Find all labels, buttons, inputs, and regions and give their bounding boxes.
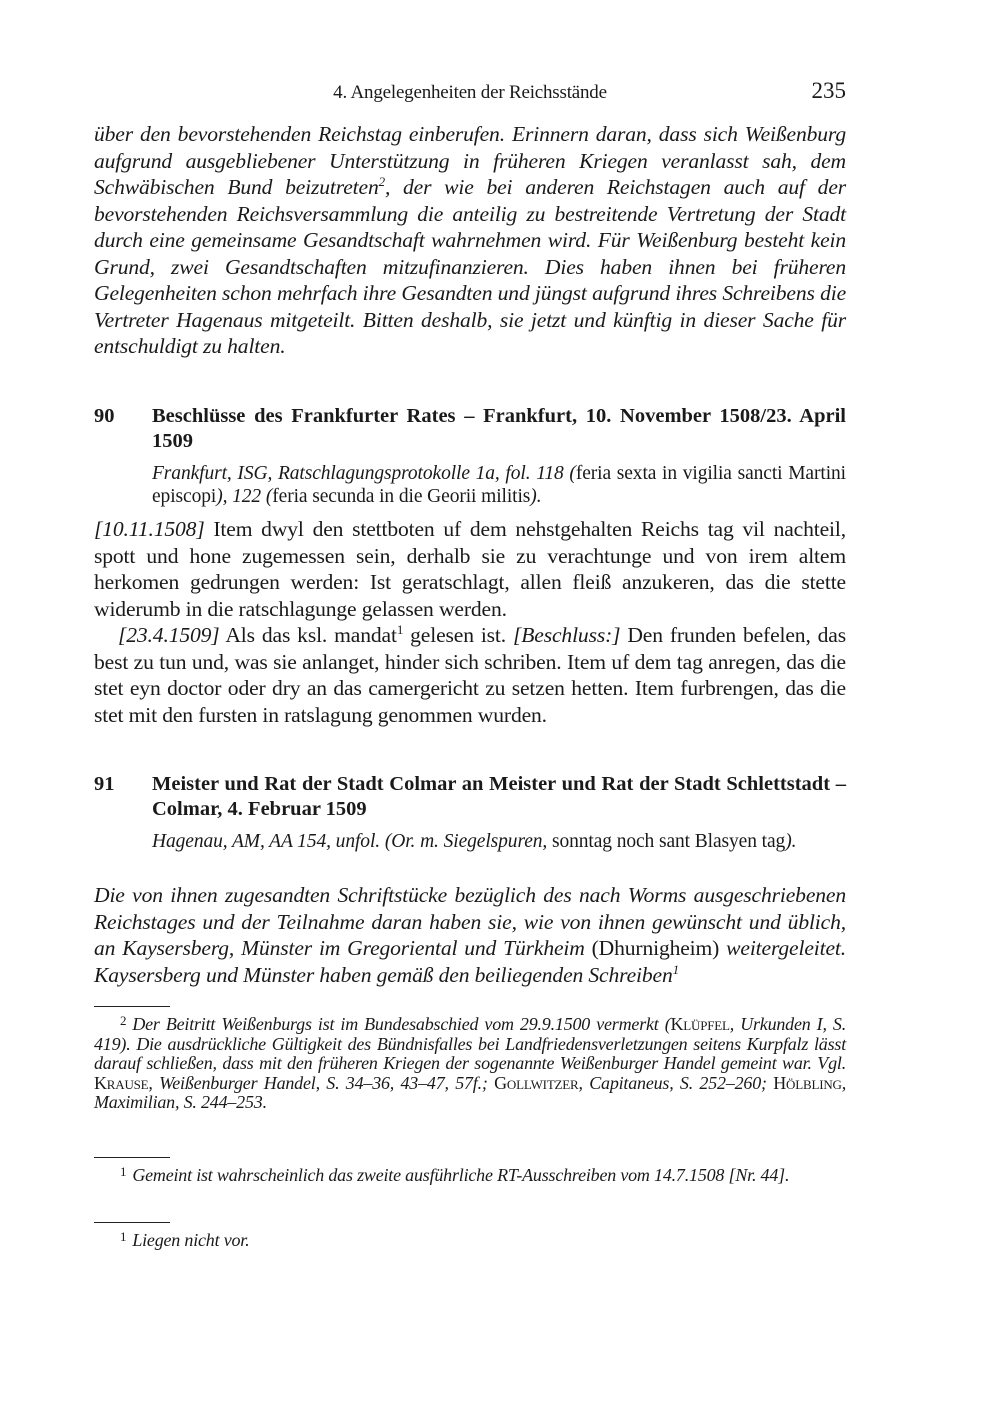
footnote-block-entry-91 <box>94 1222 846 1251</box>
footnote-rule <box>94 1222 170 1223</box>
entry-number: 91 <box>94 773 115 795</box>
entry-number: 90 <box>94 405 115 427</box>
footnote-text: , Maximilian, S. 244–253. <box>94 1072 847 1112</box>
footnote <box>94 1227 846 1251</box>
paragraph-text: Die von ihnen zugesandten Schriftstücke bezüglich des nach Worms ausgeschriebenen Reichstages und der Teilnahme daran haben sie, wie von ihnen gewünscht und üblich, an Kaysersberg, Münster im Gregoriental und Türkheim <box>94 883 846 960</box>
paragraph-text: gelesen ist. <box>403 623 514 647</box>
footnote-mark: 1 <box>120 1229 127 1244</box>
source-citation <box>152 830 846 853</box>
entry-90 <box>94 404 846 508</box>
footnote-block-entry-90 <box>94 1157 846 1186</box>
source-text: sonntag noch sant Blasyen tag <box>547 831 786 852</box>
running-head <box>94 80 846 106</box>
footnote-reference[interactable]: 2 <box>378 174 385 189</box>
footnote-text: , Urkunden I, S. 419). Die ausdrückliche Gültigkeit des Bündnisfalles bei Landfriedensverletzungen seitens Kurpfalz lässt darauf schließen, dass mit den früheren Kriegen der sogenannte Weißenburger Handel gemeint war. Vgl. <box>94 1014 846 1073</box>
date-marker: [10.11.1508] <box>94 517 205 541</box>
paragraph-text: Den frunden befelen, das best zu tun und, was sie anlanget, hinder sich schriben. Item uf dem tag anregen, das die stet eyn doctor oder dry an das camergericht zu setzen hetten. Item furbrengen, das die stet mit den fursten in ratslagung genommen wurden. <box>94 623 846 727</box>
entry-title: Beschlüsse des Frankfurter Rates – Frankfurt, 10. November 1508/23. April 1509 <box>152 405 846 452</box>
footnote-mark: 1 <box>120 1164 127 1179</box>
entry-title: Meister und Rat der Stadt Colmar an Meister und Rat der Stadt Schlettstadt – Colmar, 4. Februar 1509 <box>152 773 846 820</box>
author-name: Klüpfel <box>670 1014 730 1034</box>
continuation-paragraph <box>94 121 846 360</box>
author-name: Krause <box>94 1072 149 1093</box>
entry-91 <box>94 772 846 853</box>
source-text: Frankfurt, ISG, Ratschlagungsprotokolle 1a, fol. 118 ( <box>152 463 576 484</box>
author-name: Gollwitzer <box>494 1072 579 1093</box>
footnote-reference[interactable]: 1 <box>672 961 679 977</box>
footnote <box>94 1162 846 1186</box>
footnote-mark: 2 <box>120 1013 127 1028</box>
paragraph-text: Item dwyl den stettboten uf dem nehstgehalten Reichs tag vil nachteil, spott und hone zugemessen sein, derhalb sie zu verachtunge und von irem altem herkomen gedrungen werden: Ist geratschlagt, allen fleiß anzukeren, das die stette widerumb in die ratschlagunge gelassen werden. <box>94 517 846 621</box>
paragraph <box>94 882 846 988</box>
footnote-block-2 <box>94 1006 846 1113</box>
paragraph-text: weitergeleitet. Kaysersberg und Münster haben gemäß den beiliegenden Schreiben <box>94 936 847 987</box>
footnote-text: , Weißenburger Handel, S. 34–36, 43–47, 57f.; <box>148 1072 495 1093</box>
source-text: Hagenau, AM, AA 154, unfol. (Or. m. Siegelspuren, <box>152 831 548 852</box>
footnote-text: , Capitaneus, S. 252–260; <box>578 1072 774 1093</box>
footnote-text: Der Beitritt Weißenburgs ist im Bundesabschied vom 29.9.1500 vermerkt ( <box>132 1014 671 1034</box>
source-text: feria secunda in die Georii militis <box>272 486 531 507</box>
footnote-text: Gemeint ist wahrscheinlich das zweite ausführliche RT-Ausschreiben vom 14.7.1508 [Nr. 44]. <box>132 1165 790 1185</box>
footnote-reference[interactable]: 1 <box>396 622 404 637</box>
footnote-rule <box>94 1006 170 1007</box>
running-head-title: 4. Angelegenheiten der Reichsstände <box>333 82 607 103</box>
source-text: ). <box>530 486 542 507</box>
entry-90-body <box>94 516 846 728</box>
source-text: feria sexta in vigilia sancti Martini episcopi <box>152 463 846 507</box>
editorial-note: [Beschluss:] <box>513 623 621 647</box>
date-marker: [23.4.1509] <box>118 623 220 647</box>
source-text: ). <box>785 831 797 852</box>
page-number: 235 <box>811 78 846 103</box>
footnote-text: Liegen nicht vor. <box>132 1230 250 1250</box>
paragraph <box>94 622 846 728</box>
entry-heading <box>94 772 846 822</box>
paragraph-text: über den bevorstehenden Reichstag einberufen. Erinnern daran, dass sich Weißenburg aufgrund ausgebliebener Unterstützung in früheren Kriegen veranlasst sah, dem Schwäbischen Bund beizutreten <box>94 122 846 199</box>
paragraph-text: Als das ksl. mandat <box>219 623 397 647</box>
paragraph-text: (Dhurnigheim) <box>584 936 727 960</box>
source-text: ), 122 ( <box>216 486 273 507</box>
paragraph <box>94 516 846 622</box>
footnote-rule <box>94 1157 170 1158</box>
paragraph-text: , der wie bei anderen Reichstagen auch auf der bevorstehenden Reichsversammlung die anteilig zu bestreitende Vertretung der Stadt durch eine gemeinsame Gesandtschaft wahrnehmen wird. Für Weißenburg besteht kein Grund, zwei Gesandtschaften mitzufinanzieren. Dies haben ihnen bei früheren Gelegenheiten schon mehrfach ihre Gesandten und jüngst aufgrund ihres Schreibens die Vertreter Hagenaus mitgeteilt. Bitten deshalb, sie jetzt und künftig in dieser Sache für entschuldigt zu halten. <box>94 175 847 358</box>
author-name: Hölbling <box>773 1072 842 1093</box>
entry-91-body <box>94 882 846 988</box>
entry-heading <box>94 404 846 454</box>
source-citation <box>152 462 846 508</box>
footnote <box>94 1011 846 1113</box>
